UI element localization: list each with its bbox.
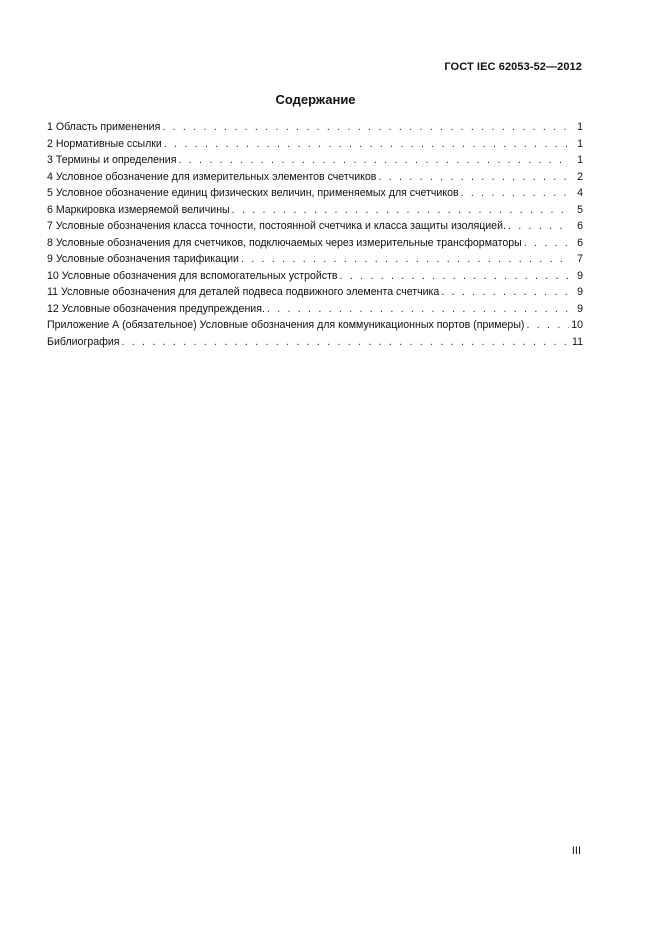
toc-entry-7[interactable] bbox=[47, 218, 583, 235]
toc-dot-leader bbox=[178, 152, 569, 169]
toc-entry-4[interactable] bbox=[47, 169, 583, 186]
toc-title: Содержание bbox=[275, 92, 356, 107]
toc-entry-label: 2 Нормативные ссылки bbox=[47, 137, 162, 150]
toc-entry-page: 9 bbox=[577, 269, 583, 282]
toc-entry-label: 8 Условные обозначения для счетчиков, подключаемых через измерительные трансформаторы bbox=[47, 236, 522, 249]
toc-dot-leader bbox=[162, 119, 569, 136]
table-of-contents bbox=[47, 119, 583, 350]
page-number: III bbox=[571, 845, 581, 857]
toc-entry-label: 11 Условные обозначения для деталей подвеса подвижного элемента счетчика bbox=[47, 286, 440, 298]
toc-dot-leader bbox=[441, 284, 569, 301]
toc-entry-2[interactable] bbox=[47, 136, 583, 153]
toc-entry-12[interactable] bbox=[47, 301, 583, 318]
toc-entry-label: 7 Условные обозначения класса точности, постоянной счетчика и класса защиты изоляцией. bbox=[47, 220, 506, 232]
toc-dot-leader bbox=[508, 218, 569, 235]
toc-dot-leader bbox=[526, 317, 569, 334]
toc-entry-label: Приложение А (обязательное) Условные обозначения для коммуникационных портов (примеры) bbox=[47, 319, 525, 331]
toc-dot-leader bbox=[164, 136, 569, 153]
toc-entry-page: 6 bbox=[577, 236, 583, 249]
document-id: ГОСТ IEC 62053-52—2012 bbox=[444, 61, 582, 73]
toc-dot-leader bbox=[121, 334, 569, 351]
toc-entry-label: Библиография bbox=[47, 335, 120, 348]
toc-dot-leader bbox=[461, 185, 569, 202]
toc-entry-page: 7 bbox=[577, 253, 583, 265]
toc-dot-leader bbox=[378, 169, 569, 186]
toc-entry-label: 4 Условное обозначение для измерительных элементов счетчиков bbox=[47, 170, 377, 183]
toc-entry-page: 11 bbox=[572, 335, 583, 348]
toc-entry-label: 5 Условное обозначение единиц физических величин, применяемых для счетчиков bbox=[47, 187, 459, 199]
toc-entry-label: 9 Условные обозначения тарификации bbox=[47, 253, 239, 265]
toc-entry-9[interactable] bbox=[47, 251, 583, 268]
toc-entry-3[interactable] bbox=[47, 152, 583, 169]
toc-entry-page: 10 bbox=[571, 319, 583, 331]
toc-entry-10[interactable] bbox=[47, 268, 583, 285]
toc-entry-8[interactable] bbox=[47, 235, 583, 252]
toc-dot-leader bbox=[232, 202, 569, 219]
toc-entry-label: 6 Маркировка измеряемой величины bbox=[47, 203, 230, 216]
toc-entry-5[interactable] bbox=[47, 185, 583, 202]
toc-entry-page: 2 bbox=[577, 170, 583, 183]
toc-entry-appendix-a[interactable] bbox=[47, 317, 583, 334]
toc-dot-leader bbox=[241, 251, 569, 268]
toc-dot-leader bbox=[267, 301, 569, 318]
toc-entry-page: 5 bbox=[577, 203, 583, 216]
toc-entry-page: 1 bbox=[577, 137, 583, 150]
toc-entry-page: 1 bbox=[577, 121, 583, 133]
toc-entry-page: 9 bbox=[577, 302, 583, 315]
toc-entry-page: 1 bbox=[577, 154, 583, 166]
toc-entry-page: 9 bbox=[577, 286, 583, 298]
toc-entry-page: 4 bbox=[577, 187, 583, 199]
toc-entry-label: 3 Термины и определения bbox=[47, 154, 177, 166]
toc-entry-label: 1 Область применения bbox=[47, 121, 161, 133]
toc-dot-leader bbox=[340, 268, 569, 285]
toc-entry-label: 10 Условные обозначения для вспомогательных устройств bbox=[47, 269, 338, 282]
toc-entry-11[interactable] bbox=[47, 284, 583, 301]
toc-entry-6[interactable] bbox=[47, 202, 583, 219]
toc-dot-leader bbox=[524, 235, 569, 252]
toc-entry-label: 12 Условные обозначения предупреждения. bbox=[47, 302, 265, 315]
toc-entry-bibliography[interactable] bbox=[47, 334, 583, 351]
toc-entry-1[interactable] bbox=[47, 119, 583, 136]
toc-entry-page: 6 bbox=[577, 220, 583, 232]
